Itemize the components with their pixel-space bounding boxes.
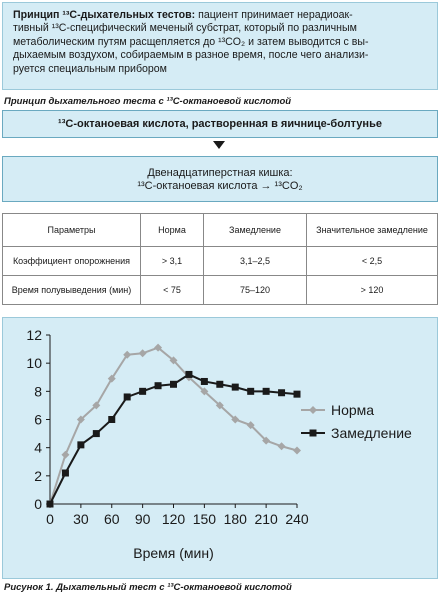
- header-parameters: Параметры: [3, 214, 141, 247]
- table-cell: 75–120: [204, 276, 307, 305]
- legend-marker: [310, 430, 317, 437]
- y-tick-label: 12: [26, 327, 42, 343]
- data-point: [278, 389, 285, 396]
- table-cell: > 120: [307, 276, 438, 305]
- diagram-step-2-line-2: ¹³C-октаноевая кислота → ¹³CO₂: [137, 180, 303, 192]
- x-tick-label: 60: [103, 511, 120, 527]
- x-tick-label: 90: [134, 511, 151, 527]
- x-tick-label: 30: [73, 511, 89, 527]
- data-point: [247, 388, 254, 395]
- x-axis-title: Время (мин): [133, 545, 214, 561]
- table-cell: 3,1–2,5: [204, 247, 307, 276]
- data-point: [232, 384, 239, 391]
- intro-line-5: руется специальным прибором: [13, 62, 167, 75]
- y-tick-label: 10: [26, 355, 42, 372]
- intro-box: [2, 2, 438, 90]
- data-point: [139, 349, 147, 357]
- data-point: [201, 378, 208, 385]
- data-point: [278, 442, 286, 450]
- breath-test-chart: [3, 318, 437, 578]
- down-arrow-icon: [213, 141, 225, 149]
- data-point: [155, 382, 162, 389]
- series-line-slowdown: [50, 374, 297, 504]
- diagram-step-2: [2, 156, 438, 202]
- table-row: [3, 247, 438, 276]
- data-point: [263, 388, 270, 395]
- table-cell: > 3,1: [141, 247, 204, 276]
- diagram-step-2-line-1: Двенадцатиперстная кишка:: [147, 167, 293, 179]
- intro-text-1: пациент принимает нерадиоак-: [198, 9, 353, 21]
- data-point: [93, 430, 100, 437]
- header-norm: Норма: [141, 214, 204, 247]
- table-cell: < 2,5: [307, 247, 438, 276]
- legend-label: Норма: [331, 402, 375, 418]
- intro-line-1: [13, 9, 427, 22]
- data-point: [61, 451, 69, 459]
- x-tick-label: 0: [46, 511, 54, 527]
- data-point: [170, 381, 177, 388]
- y-tick-label: 2: [34, 467, 42, 484]
- intro-line-2: тивный ¹³C-специфический меченый субстрат, который по различным: [13, 22, 357, 35]
- x-tick-label: 120: [161, 511, 186, 527]
- table-cell: < 75: [141, 276, 204, 305]
- y-tick-label: 8: [34, 383, 42, 400]
- y-tick-label: 0: [34, 496, 42, 512]
- data-point: [62, 470, 69, 477]
- figure-caption: Рисунок 1. Дыхательный тест с ¹³C-октаноевой кислотой: [4, 582, 292, 593]
- intro-line-4: дыхаемым воздухом, собираемым в разное время, после чего анализи-: [13, 49, 369, 62]
- chart-panel: [2, 317, 438, 579]
- legend-label: Замедление: [331, 425, 412, 441]
- diagram-caption: Принцип дыхательного теста с ¹³C-октаноевой кислотой: [4, 96, 292, 107]
- data-point: [185, 371, 192, 378]
- intro-line-3: метаболическим путям расщепляется до ¹³CO₂ и затем выводится с вы-: [13, 35, 369, 48]
- y-tick-label: 4: [34, 439, 42, 456]
- data-point: [108, 416, 115, 423]
- header-significant-slowdown: Значительное замедление: [307, 214, 438, 247]
- data-point: [293, 446, 301, 454]
- table-cell: Время полувыведения (мин): [3, 276, 141, 305]
- diagram-step-1: ¹³C-октаноевая кислота, растворенная в яичнице-болтунье: [2, 110, 438, 138]
- data-point: [139, 388, 146, 395]
- data-point: [294, 391, 301, 398]
- data-point: [216, 381, 223, 388]
- x-tick-label: 180: [223, 511, 247, 527]
- legend-marker: [309, 406, 317, 414]
- header-slowdown: Замедление: [204, 214, 307, 247]
- x-tick-label: 210: [254, 511, 278, 527]
- intro-bold: Принцип ¹³C-дыхательных тестов:: [13, 9, 196, 21]
- series-line-norm: [50, 348, 297, 504]
- table-header-row: [3, 214, 438, 247]
- x-tick-label: 240: [285, 511, 309, 527]
- parameters-table: [2, 213, 438, 305]
- x-tick-label: 150: [192, 511, 217, 527]
- table-cell: Коэффициент опорожнения: [3, 247, 141, 276]
- data-point: [124, 393, 131, 400]
- y-tick-label: 6: [34, 411, 42, 428]
- data-point: [77, 441, 84, 448]
- data-point: [47, 501, 54, 508]
- table-row: [3, 276, 438, 305]
